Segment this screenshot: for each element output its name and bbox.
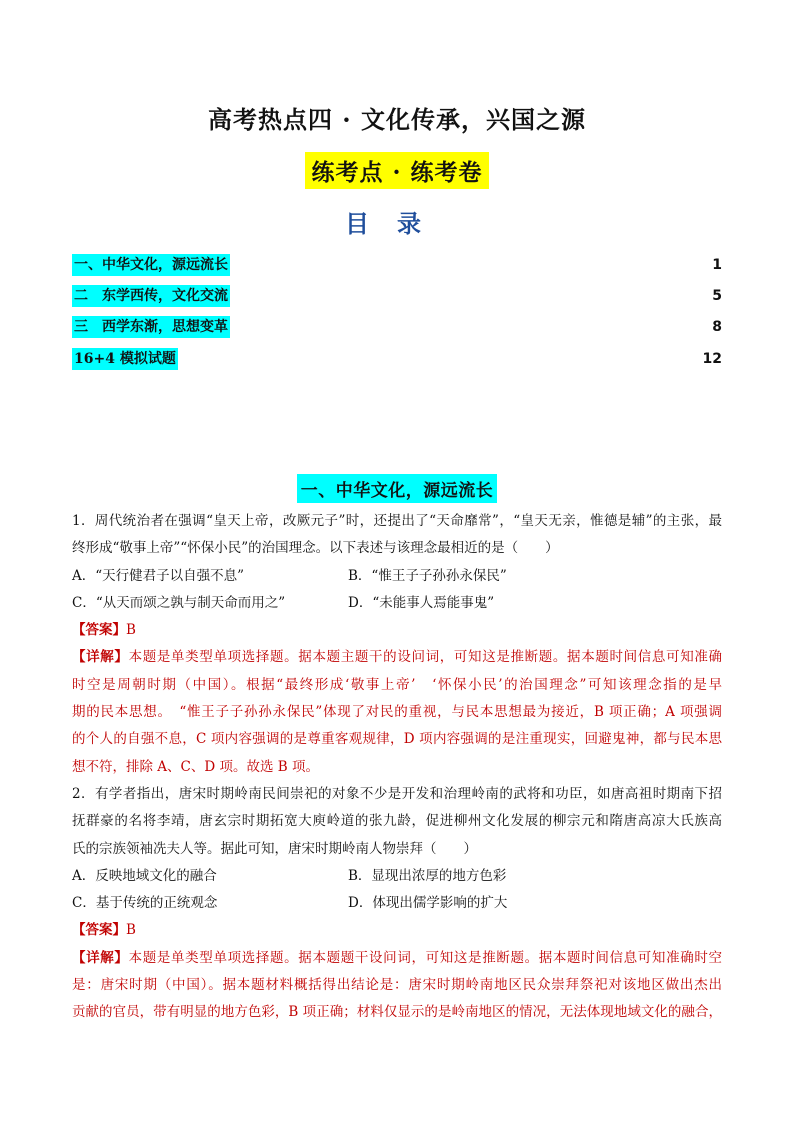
subtitle-container [0, 152, 794, 189]
question-2-options-row-1 [72, 863, 722, 890]
detail-text: ”可知该理念指的是早 [579, 676, 722, 693]
question-1-text: 1．周代统治者在强调“皇天上帝，改厥元子”时，还提出了“天命靡常”，“皇天无亲，惟德是辅”的主张，最 [72, 513, 722, 529]
question-1-detail-line [72, 699, 722, 726]
answer-value: B [126, 622, 136, 639]
question-1-options-row-2 [72, 590, 722, 617]
toc-entry-label[interactable]: 三 西学东渐，思想变革 [72, 316, 230, 338]
detail-text: 本题是单类型单项选择题。据本题主题干的设问词，可知这是推断题。据本题时间信息可知准确 [128, 649, 722, 666]
question-2-detail [72, 945, 722, 972]
detail-text: B 项正确；A 项强调 [593, 704, 723, 721]
option-c: C．基于传统的正统观念 [72, 895, 218, 912]
toc-entry-page: 1 [712, 257, 722, 273]
section-content [72, 508, 722, 1027]
toc-entry[interactable] [72, 348, 722, 370]
question-2-answer [72, 917, 722, 944]
toc-entry-page: 8 [712, 319, 722, 335]
page-subtitle: 练考点 · 练考卷 [305, 152, 488, 189]
detail-quote: ‘敬事上帝’ ‘怀保小民’的治国理念 [345, 676, 580, 693]
option-a: A．“天行健君子以自强不息” [72, 567, 245, 584]
detail-text: 本题是单类型单项选择题。据本题题干设问词，可知这是推断题。据本题时间信息可知准确时空 [128, 949, 722, 966]
toc-entry[interactable] [72, 254, 722, 276]
section-heading-container [0, 474, 794, 503]
option-d: D．“未能事人焉能事鬼” [348, 594, 495, 611]
question-1-options-row-1 [72, 563, 722, 590]
option-c: C．“从天而颂之孰与制天命而用之” [72, 594, 286, 611]
question-2-text-cont: 氏的宗族领袖冼夫人等。据此可知，唐宋时期岭南人物崇拜（ ） [72, 840, 477, 857]
option-b: B．“惟王子子孙孙永保民” [348, 567, 507, 584]
answer-label: 【答案】 [72, 922, 126, 939]
question-1-detail-line [72, 672, 722, 699]
answer-label: 【答案】 [72, 622, 126, 639]
toc-entry[interactable] [72, 316, 722, 338]
question-2-options-row-2 [72, 890, 722, 917]
toc-entry-label[interactable]: 一、中华文化，源远流长 [72, 254, 230, 276]
detail-text: 时空是周朝时期（中国）。根据“最终形成 [72, 676, 345, 693]
detail-quote: “惟王子子孙孙永保民”体现了对民的重视，与民本思想最为接近， [179, 704, 594, 721]
question-2-text: 2．有学者指出，唐宋时期岭南民间崇祀的对象不少是开发和治理岭南的武将和功臣，如唐高祖时期南下招 [72, 785, 722, 802]
question-1-detail-line: 想不符，排除 A、C、D 项。故选 B 项。 [72, 758, 319, 775]
toc-entry-page: 12 [702, 351, 722, 367]
toc-entry-label[interactable]: 16+4 模拟试题 [72, 348, 178, 370]
detail-label: 【详解】 [72, 649, 129, 666]
question-2-text-cont: 抚群豪的名将李靖，唐玄宗时期拓宽大庾岭道的张九龄，促进柳州文化发展的柳宗元和隋唐高凉大氏族高 [72, 813, 722, 830]
toc-entry-label[interactable]: 二 东学西传，文化交流 [72, 285, 230, 307]
question-2-detail-line: 是：唐宋时期（中国）。据本题材料概括得出结论是：唐宋时期岭南地区民众崇拜祭祀对该地区做出杰出 [72, 977, 722, 994]
question-2-detail-line: 贡献的官员，带有明显的地方色彩，B 项正确；材料仅显示的是岭南地区的情况，无法体现地域文化的融合， [72, 1004, 722, 1021]
answer-value: B [126, 922, 136, 939]
page-title: 高考热点四 · 文化传承，兴国之源 [207, 105, 587, 134]
detail-text: 期的民本思想。 [72, 704, 166, 721]
toc-title: 目录 [345, 209, 449, 238]
question-1-answer [72, 617, 722, 644]
section-heading: 一、中华文化，源远流长 [297, 474, 498, 503]
question-1-text-cont: 终形成“敬事上帝”“怀保小民”的治国理念。以下表述与该理念最相近的是（ ） [72, 540, 559, 557]
option-a: A．反映地域文化的融合 [72, 867, 217, 884]
option-d: D．体现出儒学影响的扩大 [348, 895, 508, 912]
option-b: B．显现出浓厚的地方色彩 [348, 867, 507, 884]
toc-entry[interactable] [72, 285, 722, 307]
question-1-detail-line: 的个人的自强不息，C 项内容强调的是尊重客观规律，D 项内容强调的是注重现实，回避鬼神，都与民本思 [72, 731, 722, 748]
question-1-detail [72, 644, 722, 671]
toc-entry-page: 5 [712, 288, 722, 304]
detail-label: 【详解】 [72, 949, 129, 966]
